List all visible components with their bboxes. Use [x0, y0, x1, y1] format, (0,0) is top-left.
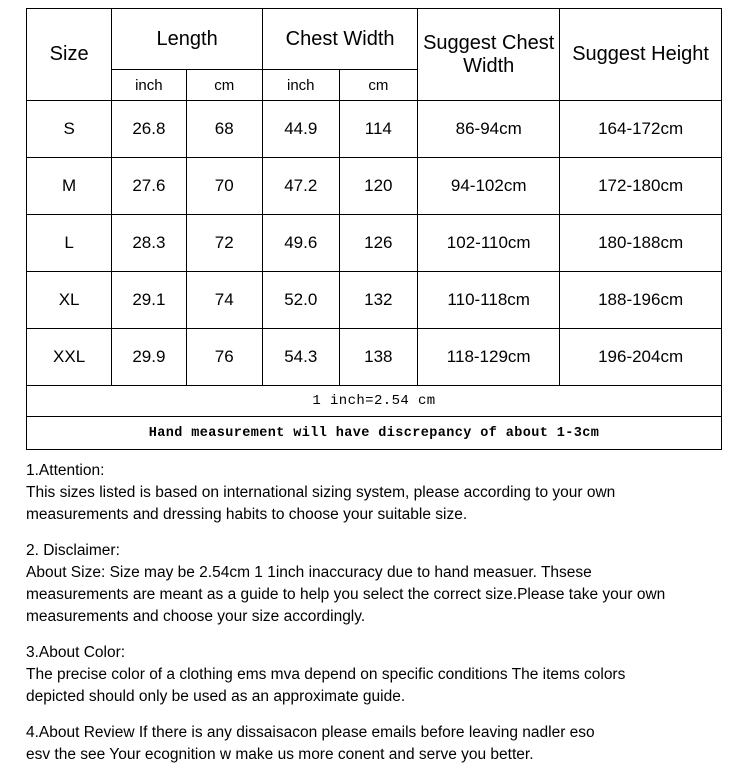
size-chart-page — [0, 8, 750, 763]
unit-chest-cm: cm — [339, 70, 418, 101]
measurement-note-row — [27, 417, 722, 450]
header-chest-width: Chest Width — [263, 9, 418, 70]
cell-chest-inch: 49.6 — [263, 215, 339, 272]
header-size: Size — [27, 9, 112, 101]
cell-chest-inch: 52.0 — [263, 272, 339, 329]
cell-size: S — [27, 101, 112, 158]
cell-chest-cm: 138 — [339, 329, 418, 386]
cell-suggest-chest: 118-129cm — [418, 329, 560, 386]
cell-suggest-chest: 110-118cm — [418, 272, 560, 329]
header-suggest-chest-width: Suggest Chest Width — [418, 9, 560, 101]
cell-size: XXL — [27, 329, 112, 386]
cell-length-cm: 74 — [186, 272, 263, 329]
conversion-note: 1 inch=2.54 cm — [27, 386, 722, 417]
cell-suggest-height: 172-180cm — [560, 158, 722, 215]
unit-length-inch: inch — [112, 70, 186, 101]
table-row — [27, 272, 722, 329]
cell-length-cm: 76 — [186, 329, 263, 386]
cell-suggest-chest: 94-102cm — [418, 158, 560, 215]
cell-suggest-height: 180-188cm — [560, 215, 722, 272]
cell-chest-cm: 132 — [339, 272, 418, 329]
notes-section — [0, 450, 700, 766]
cell-chest-cm: 114 — [339, 101, 418, 158]
note-disclaimer-heading: 2. Disclaimer: — [26, 542, 120, 559]
cell-suggest-chest: 86-94cm — [418, 101, 560, 158]
unit-chest-inch: inch — [263, 70, 339, 101]
note-color-body: The precise color of a clothing ems mva depend on specific conditions The items colors depicted should only be used as an approximate guide. — [26, 666, 626, 705]
table-row — [27, 158, 722, 215]
note-review-heading: 4.About Review If there is any dissaisacon please emails before leaving nadler eso — [26, 724, 595, 741]
cell-chest-cm: 120 — [339, 158, 418, 215]
cell-length-cm: 70 — [186, 158, 263, 215]
cell-size: XL — [27, 272, 112, 329]
cell-chest-cm: 126 — [339, 215, 418, 272]
table-row — [27, 329, 722, 386]
cell-chest-inch: 54.3 — [263, 329, 339, 386]
note-attention-heading: 1.Attention: — [26, 462, 105, 479]
cell-chest-inch: 44.9 — [263, 101, 339, 158]
note-color-heading: 3.About Color: — [26, 644, 126, 661]
note-color — [26, 642, 686, 708]
conversion-note-row — [27, 386, 722, 417]
size-chart-table — [26, 8, 722, 450]
note-attention — [26, 460, 686, 526]
note-review-body: esv the see Your ecognition w make us more conent and serve you better. — [26, 746, 534, 763]
cell-size: M — [27, 158, 112, 215]
cell-suggest-height: 164-172cm — [560, 101, 722, 158]
cell-suggest-height: 188-196cm — [560, 272, 722, 329]
unit-length-cm: cm — [186, 70, 263, 101]
note-review — [26, 722, 686, 766]
cell-length-inch: 28.3 — [112, 215, 186, 272]
cell-length-inch: 29.1 — [112, 272, 186, 329]
note-disclaimer — [26, 540, 686, 628]
cell-length-cm: 72 — [186, 215, 263, 272]
cell-chest-inch: 47.2 — [263, 158, 339, 215]
cell-length-inch: 26.8 — [112, 101, 186, 158]
cell-length-inch: 27.6 — [112, 158, 186, 215]
measurement-note: Hand measurement will have discrepancy of about 1-3cm — [27, 417, 722, 450]
cell-suggest-chest: 102-110cm — [418, 215, 560, 272]
note-attention-body: This sizes listed is based on international sizing system, please according to your own measurements and dressing habits to choose your suitable size. — [26, 484, 616, 523]
header-suggest-height: Suggest Height — [560, 9, 722, 101]
cell-length-cm: 68 — [186, 101, 263, 158]
cell-suggest-height: 196-204cm — [560, 329, 722, 386]
table-row — [27, 101, 722, 158]
cell-length-inch: 29.9 — [112, 329, 186, 386]
table-header-row — [27, 9, 722, 70]
header-length: Length — [112, 9, 263, 70]
table-row — [27, 215, 722, 272]
cell-size: L — [27, 215, 112, 272]
note-disclaimer-body: About Size: Size may be 2.54cm 1 1inch inaccuracy due to hand measuer. Thsese measurements are meant as a guide to help you select the correct size.Please take your own measurements and choose your size accordingly. — [26, 564, 666, 625]
